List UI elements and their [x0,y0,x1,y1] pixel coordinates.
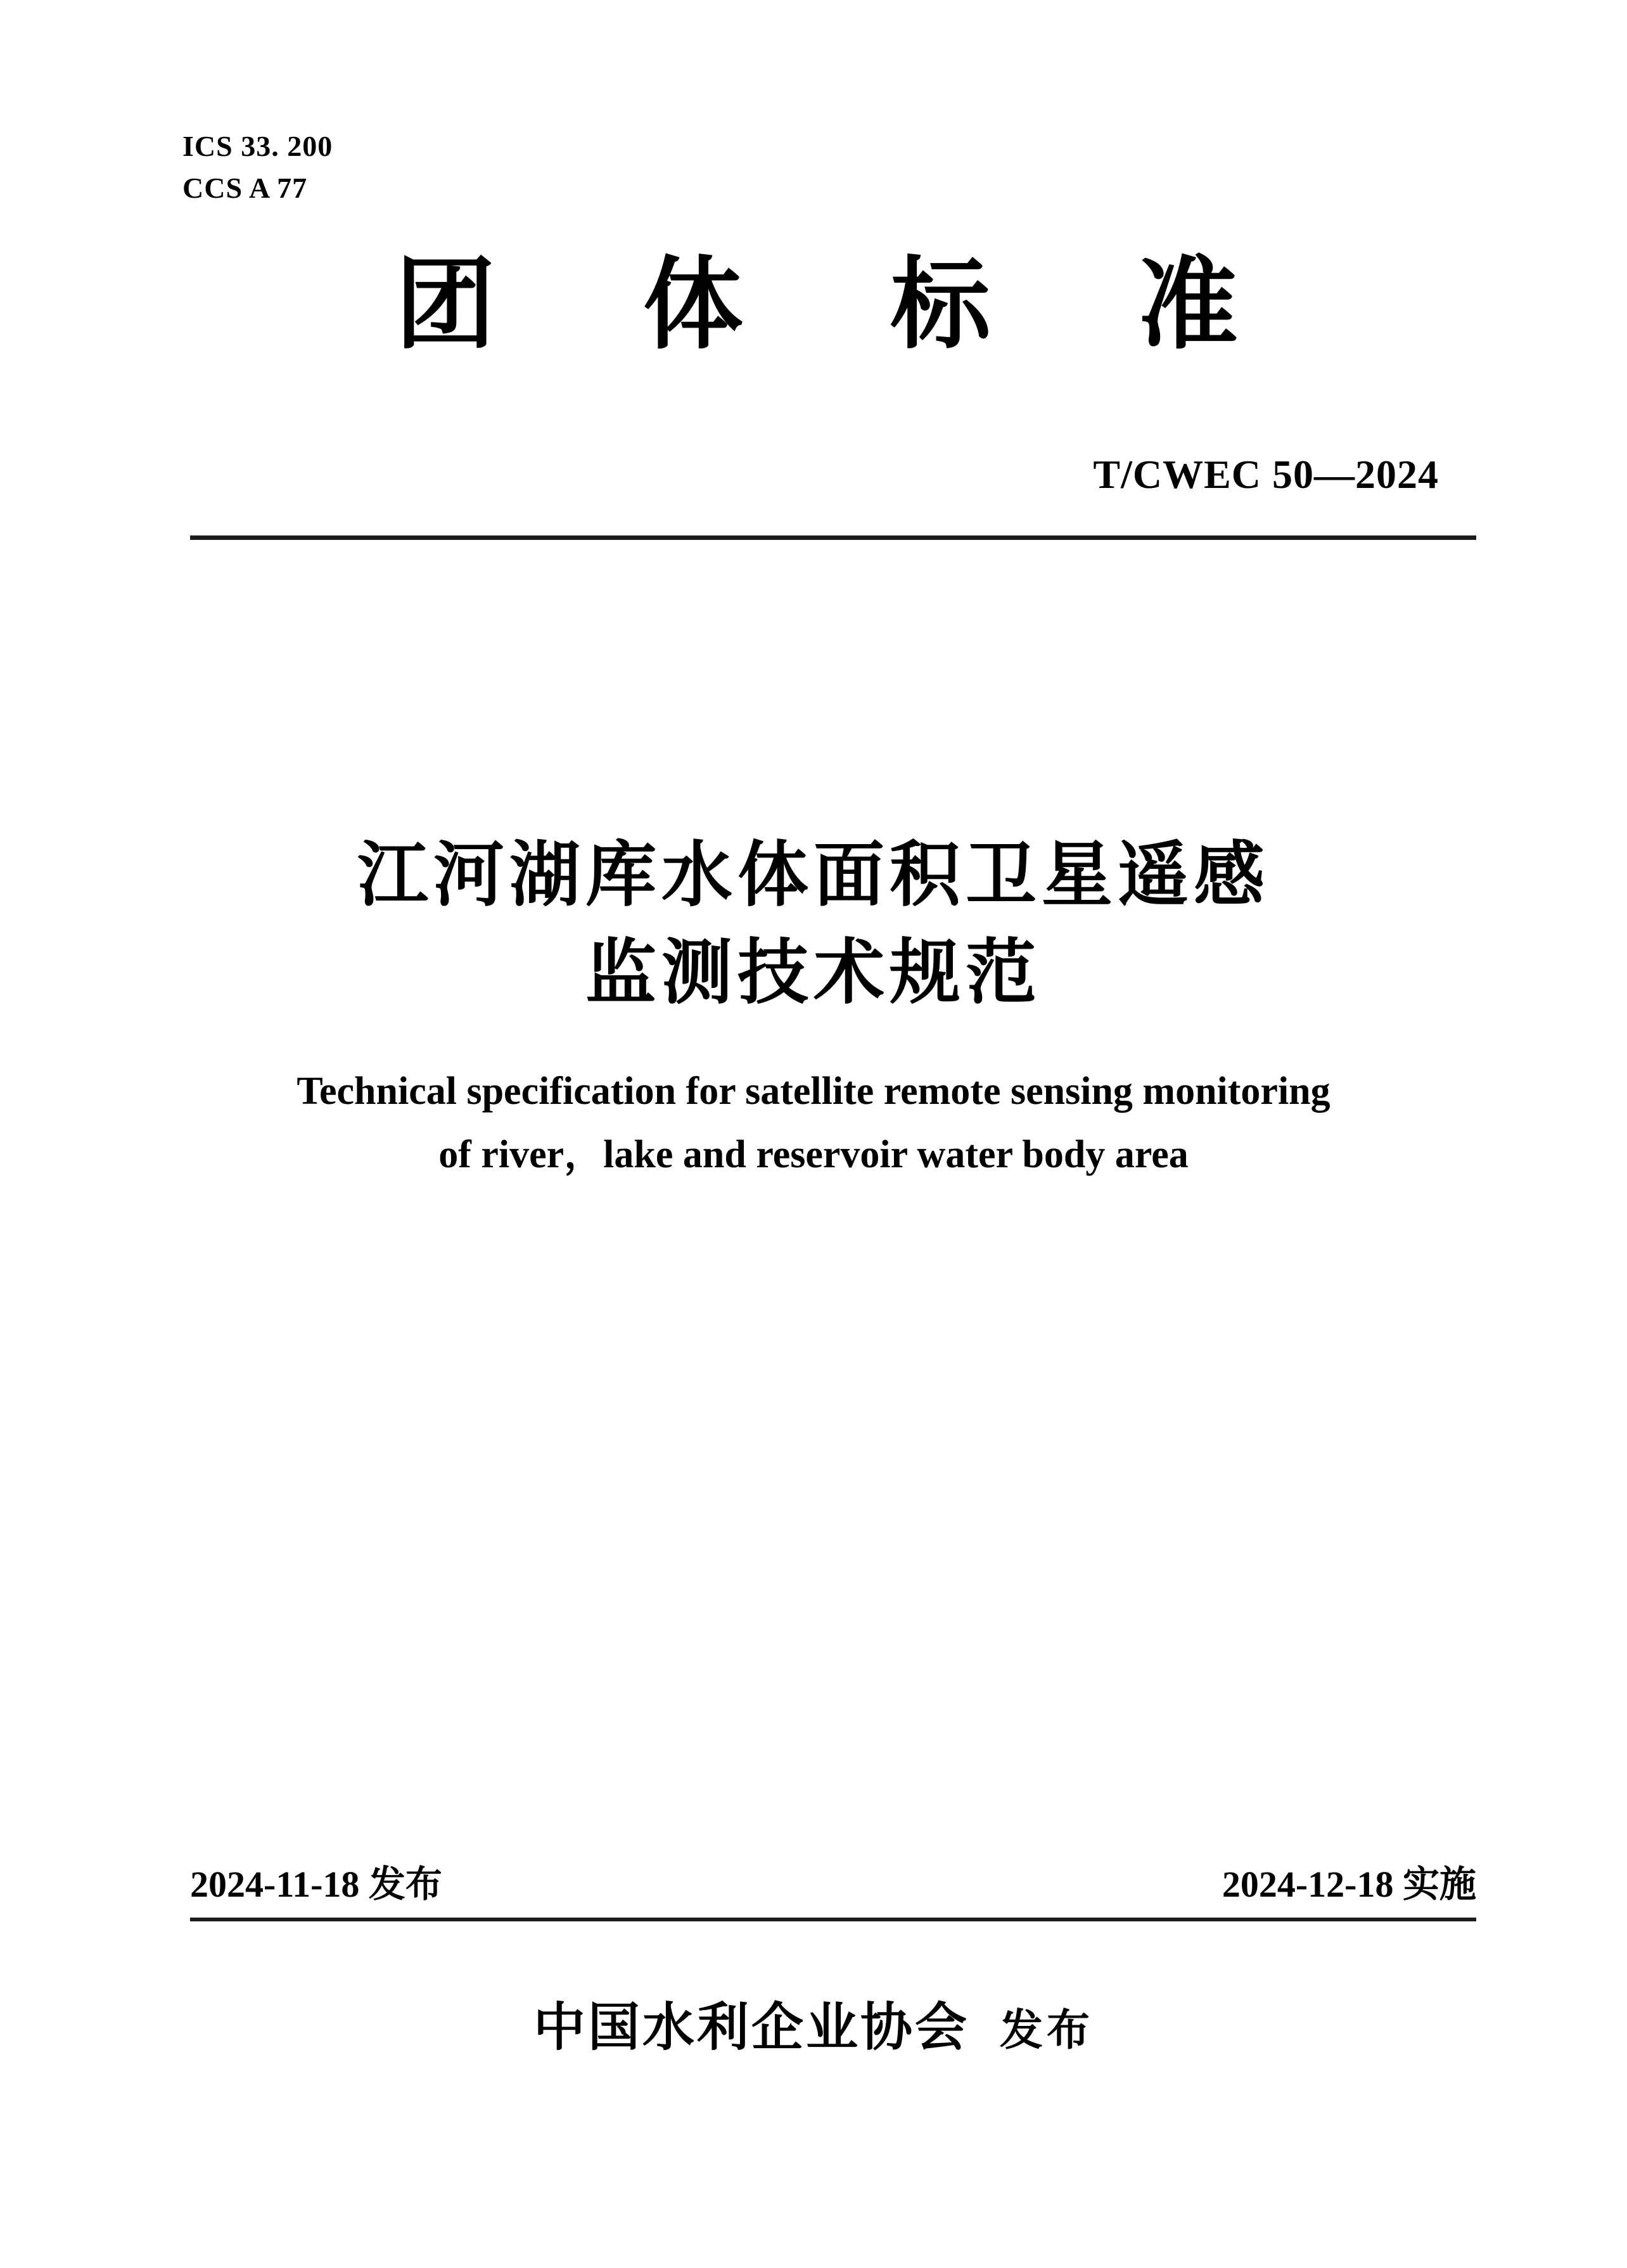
document-title-chinese-line1: 江河湖库水体面积卫星遥感 [357,834,1270,916]
standard-type-char: 标 [890,250,991,361]
document-title-chinese [0,834,1627,1014]
document-title-english [0,1060,1627,1186]
publish-label: 发布 [1000,2006,1094,2054]
publisher-name: 中国水利企业协会 [533,1999,969,2056]
standard-type-title [395,252,1238,360]
publisher-footer [0,1986,1627,2060]
document-title-english-line2: of river，lake and reservoir water body area [438,1133,1189,1176]
implement-date: 2024-12-18 实施 [1222,1864,1476,1905]
document-title-english-line1: Technical specification for satellite remote sensing monitoring [297,1070,1330,1113]
issue-date: 2024-11-18 发布 [190,1864,442,1905]
standard-type-char: 团 [395,250,495,361]
top-divider-line [190,535,1476,540]
date-row [190,1862,1476,1907]
classification-codes [182,125,333,209]
ccs-code: CCS A 77 [182,172,308,204]
standard-type-char: 体 [642,250,743,361]
ics-code: ICS 33. 200 [182,130,333,162]
bottom-divider-line [190,1918,1476,1921]
standard-type-char: 准 [1137,250,1238,361]
standard-code: T/CWEC 50—2024 [1093,452,1439,497]
document-title-chinese-line2: 监测技术规范 [585,932,1042,1014]
